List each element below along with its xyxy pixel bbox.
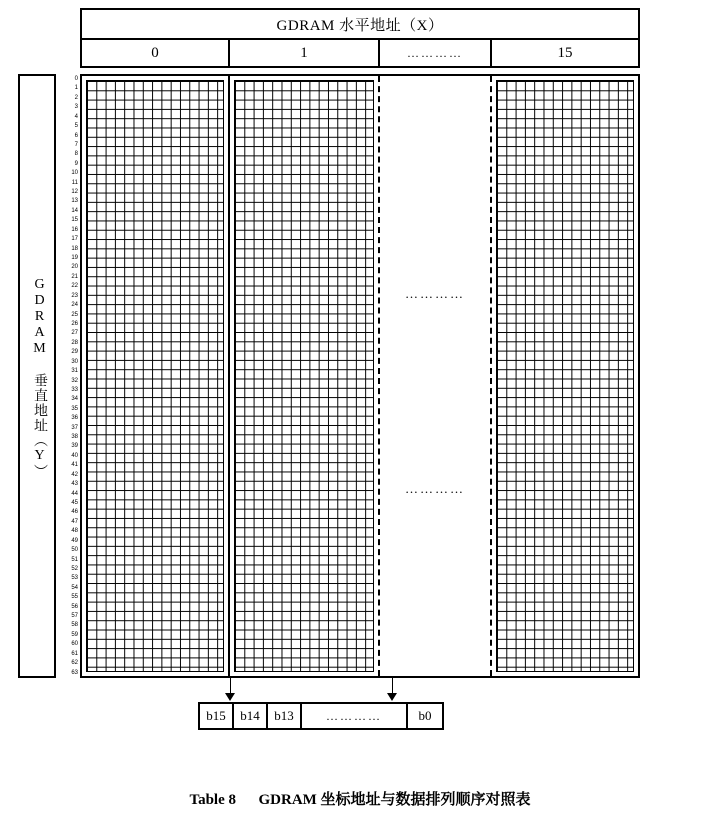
row-number-22: 22 xyxy=(71,283,78,290)
row-number-28: 28 xyxy=(71,339,78,346)
row-number-20: 20 xyxy=(71,264,78,271)
caption-text: GDRAM 坐标地址与数据排列顺序对照表 xyxy=(258,792,531,808)
figure-caption xyxy=(0,788,720,809)
row-number-37: 37 xyxy=(71,424,78,431)
row-number-59: 59 xyxy=(71,631,78,638)
row-number-40: 40 xyxy=(71,452,78,459)
grid-ellipsis-upper: ………… xyxy=(405,286,465,301)
row-number-3: 3 xyxy=(74,104,78,111)
row-number-7: 7 xyxy=(74,141,78,148)
bit-cell-b14: b14 xyxy=(234,704,268,728)
row-number-56: 56 xyxy=(71,603,78,610)
caption-table-number: Table 8 xyxy=(189,792,236,808)
grid-cells-0 xyxy=(86,80,224,672)
row-number-60: 60 xyxy=(71,641,78,648)
row-number-39: 39 xyxy=(71,443,78,450)
row-number-63: 63 xyxy=(71,669,78,676)
row-number-42: 42 xyxy=(71,471,78,478)
column-header-0: 0 xyxy=(82,40,230,66)
row-number-14: 14 xyxy=(71,207,78,214)
horizontal-address-title: GDRAM 水平地址（X） xyxy=(80,8,640,40)
grid-column-1 xyxy=(230,76,380,676)
row-number-25: 25 xyxy=(71,311,78,318)
row-number-45: 45 xyxy=(71,499,78,506)
row-number-2: 2 xyxy=(74,94,78,101)
row-number-41: 41 xyxy=(71,462,78,469)
gdram-grid xyxy=(80,74,640,678)
row-number-58: 58 xyxy=(71,622,78,629)
row-number-43: 43 xyxy=(71,481,78,488)
row-number-55: 55 xyxy=(71,594,78,601)
row-number-33: 33 xyxy=(71,386,78,393)
row-number-26: 26 xyxy=(71,320,78,327)
row-number-32: 32 xyxy=(71,377,78,384)
row-number-54: 54 xyxy=(71,584,78,591)
column-header-1: 1 xyxy=(230,40,380,66)
row-number-51: 51 xyxy=(71,556,78,563)
row-number-18: 18 xyxy=(71,245,78,252)
grid-column-0 xyxy=(82,76,230,676)
row-number-29: 29 xyxy=(71,349,78,356)
row-number-62: 62 xyxy=(71,660,78,667)
column-header-15: 15 xyxy=(557,44,573,61)
row-number-44: 44 xyxy=(71,490,78,497)
vertical-address-label-wrap xyxy=(20,76,58,680)
row-number-13: 13 xyxy=(71,198,78,205)
arrow-left-head-icon xyxy=(225,693,235,701)
grid-ellipsis-lower: ………… xyxy=(405,481,465,496)
row-number-0: 0 xyxy=(74,76,78,82)
row-number-38: 38 xyxy=(71,434,78,441)
row-number-5: 5 xyxy=(74,123,78,130)
arrow-right-head-icon xyxy=(387,693,397,701)
row-number-4: 4 xyxy=(74,113,78,120)
row-number-48: 48 xyxy=(71,528,78,535)
row-number-47: 47 xyxy=(71,518,78,525)
arrow-left-stem xyxy=(230,678,231,694)
bit-cell-b13: b13 xyxy=(268,704,302,728)
row-number-6: 6 xyxy=(74,132,78,139)
row-number-16: 16 xyxy=(71,226,78,233)
row-number-36: 36 xyxy=(71,415,78,422)
grid-cells-15 xyxy=(496,80,634,672)
grid-cells-1 xyxy=(234,80,374,672)
row-number-1: 1 xyxy=(74,85,78,92)
row-number-9: 9 xyxy=(74,160,78,167)
row-number-49: 49 xyxy=(71,537,78,544)
row-number-10: 10 xyxy=(71,170,78,177)
row-number-21: 21 xyxy=(71,273,78,280)
vertical-address-box xyxy=(18,74,56,678)
row-number-19: 19 xyxy=(71,255,78,262)
row-number-11: 11 xyxy=(71,179,78,186)
bit-order-row xyxy=(198,702,444,730)
bit-cell-b0: b0 xyxy=(418,708,432,723)
bit-cell-ellipsis: ………… xyxy=(302,704,408,728)
row-number-15: 15 xyxy=(71,217,78,224)
column-header-ellipsis: ………… xyxy=(380,40,492,66)
row-number-12: 12 xyxy=(71,189,78,196)
row-number-50: 50 xyxy=(71,547,78,554)
horizontal-address-column-headers xyxy=(80,40,640,68)
row-number-35: 35 xyxy=(71,405,78,412)
row-number-23: 23 xyxy=(71,292,78,299)
row-number-27: 27 xyxy=(71,330,78,337)
grid-column-ellipsis xyxy=(380,76,492,676)
row-number-8: 8 xyxy=(74,151,78,158)
row-number-30: 30 xyxy=(71,358,78,365)
row-number-57: 57 xyxy=(71,613,78,620)
row-number-34: 34 xyxy=(71,396,78,403)
row-number-53: 53 xyxy=(71,575,78,582)
grid-column-15 xyxy=(492,76,638,676)
bit-cell-b15: b15 xyxy=(200,704,234,728)
row-number-24: 24 xyxy=(71,302,78,309)
arrow-right-stem xyxy=(392,678,393,694)
row-number-52: 52 xyxy=(71,565,78,572)
row-number-31: 31 xyxy=(71,368,78,375)
row-number-46: 46 xyxy=(71,509,78,516)
row-number-ruler xyxy=(58,76,78,676)
row-number-17: 17 xyxy=(71,236,78,243)
row-number-61: 61 xyxy=(71,650,78,657)
vertical-address-label: GDRAM 垂直地址（Y） xyxy=(32,277,47,479)
